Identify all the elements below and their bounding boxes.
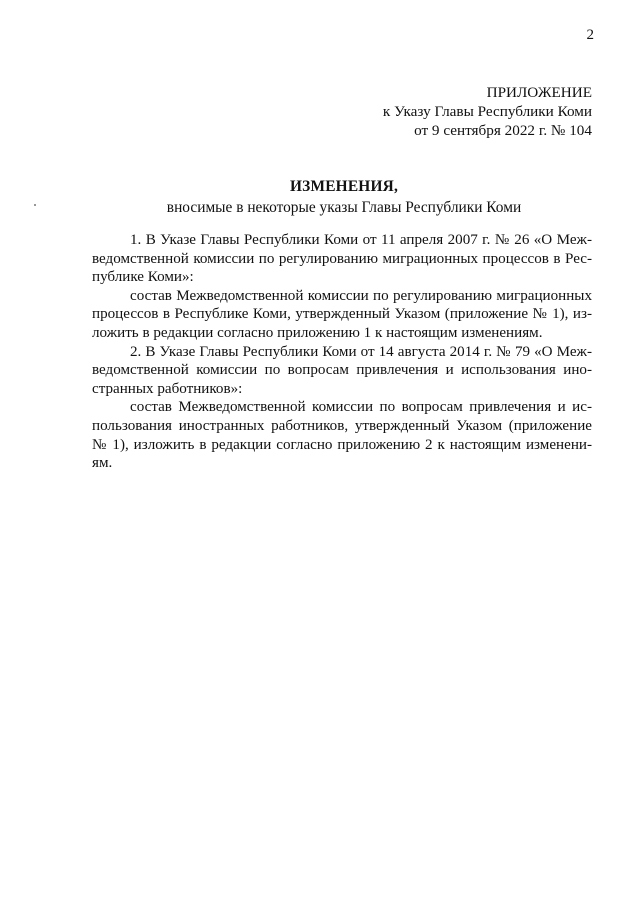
- paragraph-4-line-4: ям.: [92, 455, 113, 472]
- paragraph-4-line-1: состав Межведомственной комиссии по вопросам привлечения и ис-: [130, 399, 592, 416]
- appendix-title: ПРИЛОЖЕНИЕ: [486, 84, 592, 101]
- heading-subtitle: вносимые в некоторые указы Главы Республики Коми: [166, 199, 522, 216]
- paragraph-4-line-3: № 1), изложить в редакции согласно приложению 2 к настоящим изменени-: [92, 436, 592, 453]
- appendix-decree-date: от 9 сентября 2022 г. № 104: [414, 122, 592, 139]
- paragraph-3: [92, 343, 592, 399]
- paragraph-1-line-3: публике Коми»:: [92, 269, 194, 286]
- appendix-decree-reference: к Указу Главы Республики Коми: [382, 103, 592, 120]
- appendix-block: [0, 83, 592, 140]
- paragraph-1: [92, 231, 592, 287]
- paragraph-3-line-3: странных работников»:: [92, 380, 243, 397]
- paragraph-4-line-2: пользования иностранных работников, утвержденный Указом (приложение: [92, 417, 592, 434]
- paragraph-3-line-1: 2. В Указе Главы Республики Коми от 14 августа 2014 г. № 79 «О Меж-: [130, 343, 592, 360]
- paragraph-2-line-1: состав Межведомственной комиссии по регулированию миграционных: [130, 287, 592, 304]
- paragraph-4: [92, 398, 592, 472]
- paragraph-1-line-2: ведомственной комиссии по регулированию миграционных процессов в Рес-: [92, 250, 592, 267]
- document-heading: [0, 176, 640, 218]
- paragraph-1-line-1: 1. В Указе Главы Республики Коми от 11 апреля 2007 г. № 26 «О Меж-: [130, 232, 592, 248]
- paragraph-2-line-2: процессов в Республике Коми, утвержденный Указом (приложение № 1), из-: [92, 306, 592, 323]
- document-body: [92, 231, 592, 473]
- heading-title: ИЗМЕНЕНИЯ,: [289, 178, 399, 195]
- paragraph-3-line-2: ведомственной комиссии по вопросам привлечения и использования ино-: [92, 362, 592, 379]
- paragraph-2: [92, 287, 592, 343]
- page-number: 2: [586, 27, 594, 43]
- paragraph-2-line-3: ложить в редакции согласно приложению 1 к настоящим изменениям.: [92, 324, 543, 341]
